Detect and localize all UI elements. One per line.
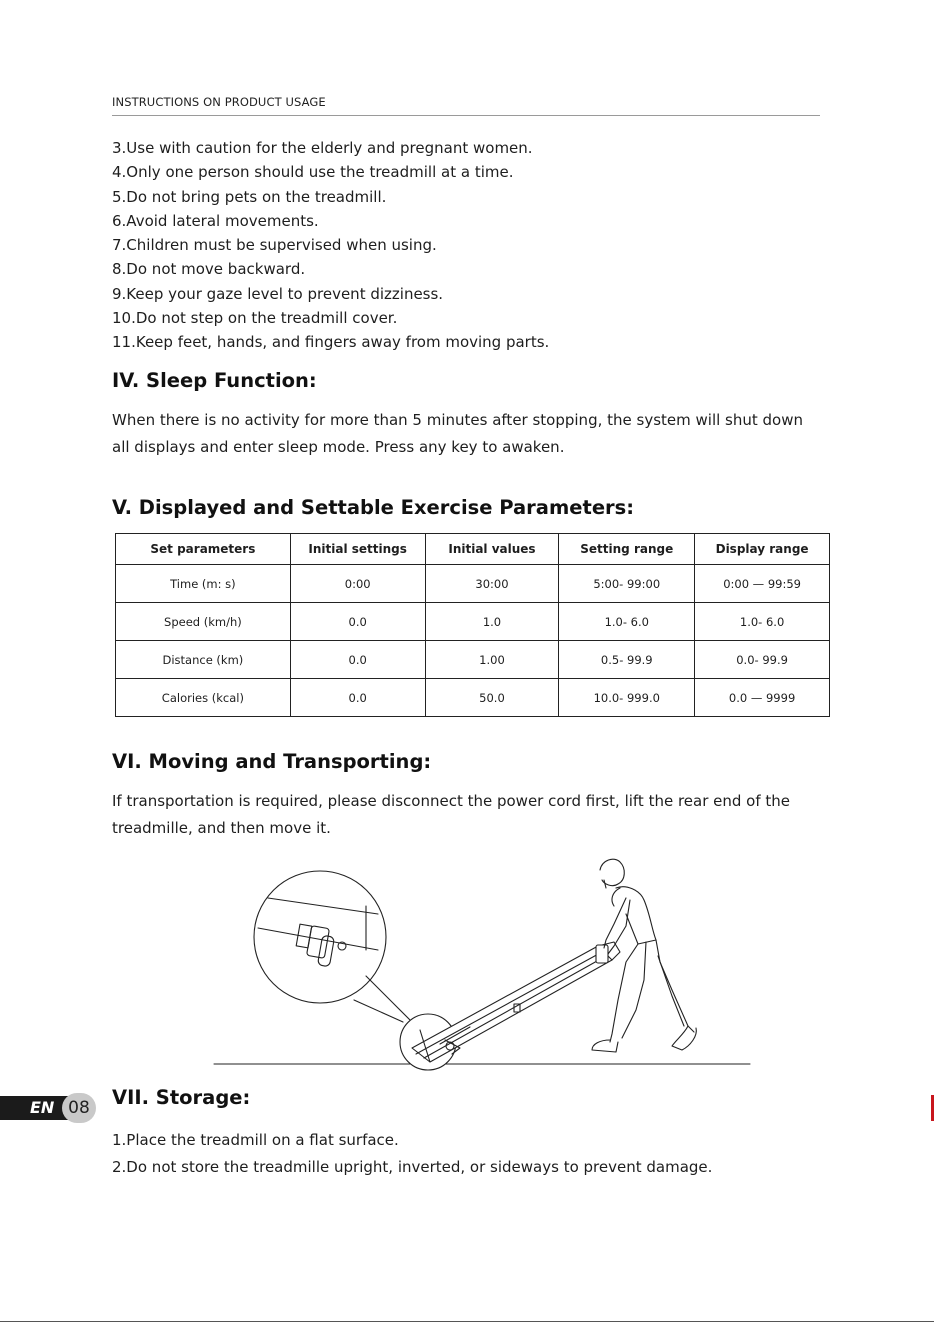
table-cell: 5:00- 99:00	[559, 565, 695, 603]
page-header: INSTRUCTIONS ON PRODUCT USAGE	[112, 95, 820, 116]
table-cell: 0.0 — 9999	[695, 679, 830, 717]
list-item: 8.Do not move backward.	[112, 260, 306, 279]
transport-illustration	[0, 850, 934, 1072]
column-header: Setting range	[559, 534, 695, 565]
treadmill-deck	[412, 942, 620, 1062]
language-tag: EN	[0, 1096, 70, 1120]
table-cell: 30:00	[425, 565, 559, 603]
list-item: 6.Avoid lateral movements.	[112, 211, 319, 230]
table-cell: 0.0	[290, 641, 425, 679]
parameters-heading: V. Displayed and Settable Exercise Parameters:	[112, 496, 635, 519]
table-cell: 1.0- 6.0	[695, 603, 830, 641]
moving-heading: VI. Moving and Transporting:	[112, 750, 432, 773]
list-item: 11.Keep feet, hands, and fingers away from moving parts.	[112, 333, 550, 352]
list-item: 1.Place the treadmill on a flat surface.	[112, 1131, 399, 1149]
column-header: Display range	[695, 534, 830, 565]
table-cell: 0.0	[290, 679, 425, 717]
sleep-text: When there is no activity for more than 5 minutes after stopping, the system will shut down all displays and enter sleep mode. Press any key to awaken.	[112, 411, 803, 456]
page-number-badge	[0, 1093, 98, 1125]
storage-heading: VII. Storage:	[112, 1086, 251, 1109]
page-number: 08	[62, 1093, 96, 1123]
table-cell: 0.0	[290, 603, 425, 641]
table-cell: 1.00	[425, 641, 559, 679]
list-item: 3.Use with caution for the elderly and pregnant women.	[112, 139, 533, 157]
table-header-row	[116, 534, 830, 565]
column-header: Set parameters	[116, 534, 291, 565]
list-item: 2.Do not store the treadmille upright, inverted, or sideways to prevent damage.	[112, 1158, 713, 1176]
table-cell: Time (m: s)	[116, 565, 291, 603]
storage-list	[112, 1127, 712, 1181]
table-cell: Speed (km/h)	[116, 603, 291, 641]
table-cell: Distance (km)	[116, 641, 291, 679]
list-item: 5.Do not bring pets on the treadmill.	[112, 187, 387, 206]
table-cell: 1.0	[425, 603, 559, 641]
moving-text: If transportation is required, please disconnect the power cord first, lift the rear end of the treadmille, and then move it.	[112, 792, 791, 837]
list-item: 9.Keep your gaze level to prevent dizziness.	[112, 284, 444, 303]
sleep-heading: IV. Sleep Function:	[112, 369, 317, 392]
column-header: Initial settings	[290, 534, 425, 565]
table-row	[116, 565, 830, 603]
table-cell: 0:00 — 99:59	[695, 565, 830, 603]
page-bottom-rule	[0, 1321, 934, 1322]
table-cell: 1.0- 6.0	[559, 603, 695, 641]
parameters-table	[115, 533, 830, 717]
table-cell: 0:00	[290, 565, 425, 603]
column-header: Initial values	[425, 534, 559, 565]
table-cell: 0.5- 99.9	[559, 641, 695, 679]
table-row	[116, 641, 830, 679]
table-cell: 0.0- 99.9	[695, 641, 830, 679]
list-item: 7.Children must be supervised when using.	[112, 236, 437, 255]
safety-rules-list	[112, 136, 549, 355]
list-item: 4.Only one person should use the treadmill at a time.	[112, 163, 514, 182]
table-row	[116, 603, 830, 641]
table-cell: Calories (kcal)	[116, 679, 291, 717]
table-row	[116, 679, 830, 717]
table-cell: 50.0	[425, 679, 559, 717]
table-cell: 10.0- 999.0	[559, 679, 695, 717]
list-item: 10.Do not step on the treadmill cover.	[112, 309, 398, 328]
